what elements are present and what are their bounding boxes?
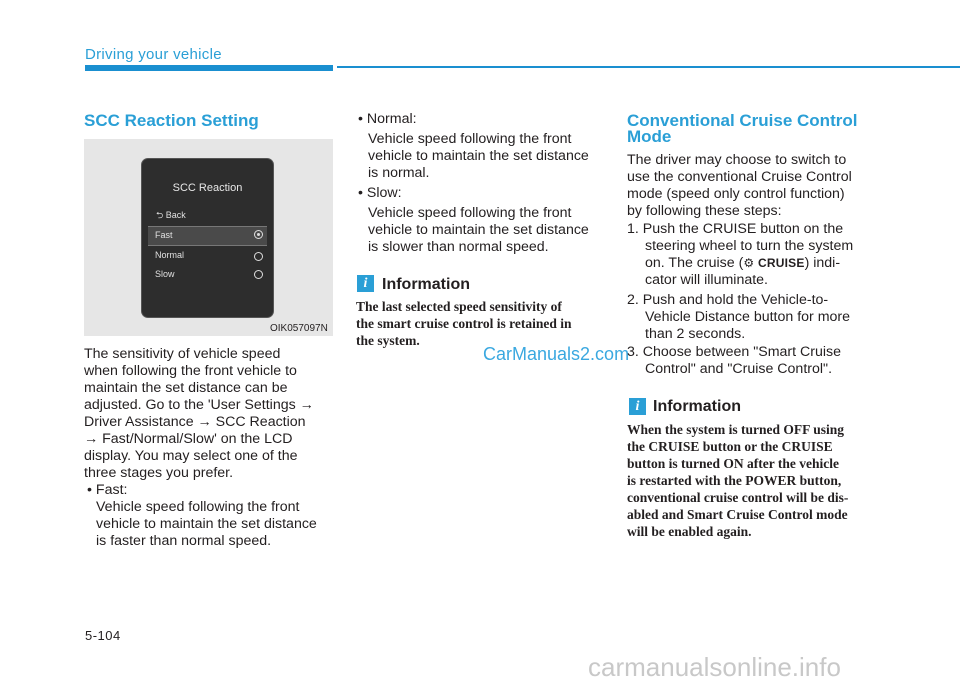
info-title: Information bbox=[382, 276, 470, 293]
bullet-dot: • bbox=[358, 111, 367, 127]
bullet-dot: • bbox=[358, 185, 367, 201]
bullet-label: Slow: bbox=[366, 185, 402, 201]
bullet-label: Normal: bbox=[366, 111, 417, 127]
body-line: maintain the set distance can be bbox=[84, 380, 288, 396]
step-1-line bbox=[645, 255, 879, 272]
header-bar bbox=[85, 65, 333, 71]
bullet-fast bbox=[87, 482, 127, 499]
bullet-normal bbox=[358, 111, 417, 128]
fast-text-line: is faster than normal speed. bbox=[96, 533, 272, 549]
body-line: The sensitivity of vehicle speed bbox=[84, 346, 281, 362]
lcd-figure bbox=[84, 139, 333, 336]
bullet-label: Fast: bbox=[95, 482, 128, 498]
fast-text-line: Vehicle speed following the front bbox=[96, 499, 300, 515]
lcd-option-slow: Slow bbox=[155, 269, 175, 279]
lcd-title: SCC Reaction bbox=[172, 182, 243, 194]
slow-text-line: Vehicle speed following the front bbox=[368, 205, 572, 221]
fast-text-line: vehicle to maintain the set distance bbox=[96, 516, 317, 532]
step-3: 3. Choose between "Smart Cruise bbox=[627, 344, 842, 360]
section-header-title: Driving your vehicle bbox=[85, 46, 222, 63]
info-line: abled and Smart Cruise Control mode bbox=[627, 507, 848, 522]
radio-empty-icon bbox=[254, 270, 263, 279]
body-line: when following the front vehicle to bbox=[84, 363, 297, 379]
body-line: three stages you prefer. bbox=[84, 465, 234, 481]
step-1-line: steering wheel to turn the system bbox=[645, 238, 854, 254]
radio-empty-icon bbox=[254, 252, 263, 261]
bullet-dot: • bbox=[87, 482, 96, 498]
scc-reaction-heading: SCC Reaction Setting bbox=[84, 111, 259, 130]
normal-text-line: vehicle to maintain the set distance bbox=[368, 148, 589, 164]
intro-line: mode (speed only control function) bbox=[627, 186, 845, 202]
steering-wheel-icon: ⚙ bbox=[743, 256, 755, 270]
lcd-back-item bbox=[156, 208, 186, 224]
info-line: The last selected speed sensitivity of bbox=[356, 299, 562, 314]
lcd-option-normal: Normal bbox=[155, 250, 185, 260]
info-line: When the system is turned OFF using bbox=[627, 422, 845, 437]
body-line: display. You may select one of the bbox=[84, 448, 298, 464]
conventional-cruise-heading-line2: Mode bbox=[627, 127, 672, 146]
info-line: will be enabled again. bbox=[627, 524, 752, 539]
info-line: is restarted with the POWER button, bbox=[627, 473, 842, 488]
lcd-display bbox=[141, 158, 274, 318]
info-icon: i bbox=[357, 275, 374, 292]
footer-site-watermark: carmanualsonline.info bbox=[588, 652, 841, 682]
intro-line: The driver may choose to switch to bbox=[627, 152, 847, 168]
bullet-slow bbox=[358, 185, 402, 202]
lcd-option-fast: Fast bbox=[155, 230, 173, 240]
intro-line: by following these steps: bbox=[627, 203, 782, 219]
step-2-line: Vehicle Distance button for more bbox=[645, 309, 851, 325]
slow-text-line: is slower than normal speed. bbox=[368, 239, 549, 255]
info-line: conventional cruise control will be dis- bbox=[627, 490, 849, 505]
header-rule bbox=[337, 66, 960, 68]
slow-text-line: vehicle to maintain the set distance bbox=[368, 222, 589, 238]
normal-text-line: is normal. bbox=[368, 165, 430, 181]
page-number: 5-104 bbox=[85, 628, 121, 643]
cruise-indicator-label: CRUISE bbox=[758, 256, 805, 270]
back-arrow-icon: ⮌ bbox=[156, 210, 164, 220]
body-line: adjusted. Go to the 'User Settings → bbox=[84, 397, 314, 413]
normal-text-line: Vehicle speed following the front bbox=[368, 131, 572, 147]
info-line: the CRUISE button or the CRUISE bbox=[627, 439, 833, 454]
info-icon: i bbox=[629, 398, 646, 415]
radio-selected-icon bbox=[254, 230, 263, 239]
info-title: Information bbox=[653, 398, 741, 415]
info-line: the system. bbox=[356, 333, 420, 348]
conventional-cruise-heading: Conventional Cruise Control bbox=[627, 111, 858, 130]
step-2-line: than 2 seconds. bbox=[645, 326, 746, 342]
step-text: on. The cruise ( bbox=[645, 255, 744, 271]
intro-line: use the conventional Cruise Control bbox=[627, 169, 852, 185]
info-line: button is turned ON after the vehicle bbox=[627, 456, 839, 471]
step-3-line: Control" and "Cruise Control". bbox=[645, 361, 833, 377]
step-1-line: cator will illuminate. bbox=[645, 272, 768, 288]
body-line: Driver Assistance → SCC Reaction bbox=[84, 414, 306, 430]
step-text: ) indi- bbox=[804, 255, 841, 271]
cruise-indicator bbox=[743, 255, 804, 271]
body-line: → Fast/Normal/Slow' on the LCD bbox=[84, 431, 293, 447]
info-line: the smart cruise control is retained in bbox=[356, 316, 572, 331]
figure-code: OIK057097N bbox=[270, 323, 328, 334]
step-2: 2. Push and hold the Vehicle-to- bbox=[627, 292, 829, 308]
watermark-text: CarManuals2.com bbox=[483, 344, 630, 364]
lcd-back-label: Back bbox=[165, 210, 186, 220]
step-1: 1. Push the CRUISE button on the bbox=[627, 221, 844, 237]
